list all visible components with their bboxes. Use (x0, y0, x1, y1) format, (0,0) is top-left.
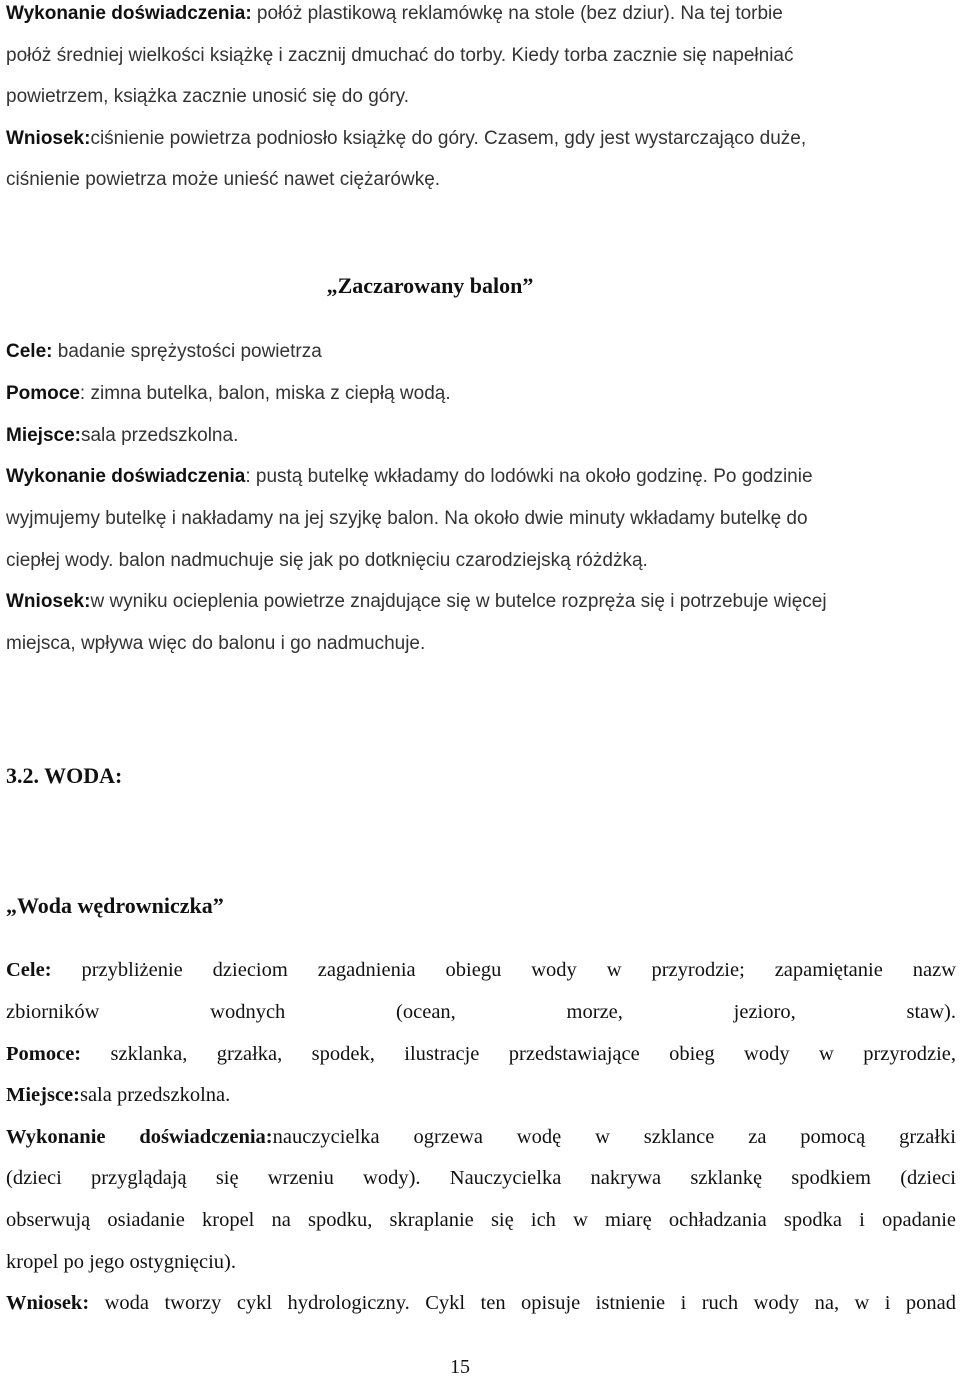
text: : pustą butelkę wkładamy do lodówki na około godzinę. (245, 466, 714, 487)
top-line-1 (6, 2, 783, 26)
text: woda tworzy cykl hydrologiczny. Cykl ten opisuje istnienie i ruch wody na, w i ponad (89, 1292, 956, 1314)
woda-wykonanie-2 (6, 1166, 956, 1190)
woda-wykonanie-4 (6, 1250, 236, 1274)
text: powietrzem, książka zacznie unosić się do góry. (6, 86, 410, 107)
label-wniosek: Wniosek: (6, 1292, 90, 1314)
text: Kiedy torba zacznie się napełniać (511, 45, 794, 66)
text: ciśnienie powietrza podniosło książkę do góry. (90, 128, 485, 149)
balon-pomoce (6, 382, 451, 406)
balon-wykonanie-2 (6, 507, 808, 531)
text: Na tej torbie (680, 3, 783, 24)
balon-cele (6, 340, 322, 364)
label-wykonanie: Wykonanie doświadczenia: (6, 3, 252, 24)
top-line-4 (6, 127, 806, 151)
text: sala przedszkolna. (79, 1084, 231, 1106)
label-wniosek: Wniosek: (6, 591, 91, 612)
label-pomoce: Pomoce: (6, 1043, 82, 1065)
top-line-2 (6, 44, 794, 68)
woda-wykonanie-3 (6, 1208, 956, 1232)
woda-cele-1 (6, 958, 956, 982)
text: ciepłej wody. (6, 550, 119, 571)
page-number: 15 (450, 1356, 470, 1378)
balon-miejsce (6, 424, 238, 448)
text: wyjmujemy butelkę i nakładamy na jej szyjkę balon. (6, 508, 445, 529)
woda-cele-2 (6, 1000, 956, 1024)
label-cele: Cele: (6, 341, 53, 362)
text: połóż średniej wielkości książkę i zacznij dmuchać do torby. (6, 45, 512, 66)
label-pomoce: Pomoce (6, 383, 80, 404)
text: balon nadmuchuje się jak po dotknięciu czarodziejską różdżką. (118, 550, 648, 571)
text: : zimna butelka, balon, miska z ciepłą wodą. (79, 383, 451, 404)
text: w wyniku ocieplenia powietrze znajdujące się w butelce rozpręża się i potrzebuje więcej (90, 591, 827, 612)
text: Po godzinie (713, 466, 813, 487)
label-miejsce: Miejsce: (6, 425, 81, 446)
label-miejsce: Miejsce: (6, 1084, 80, 1106)
top-line-5 (6, 168, 440, 192)
text: zbiorników wodnych (ocean, morze, jezioro, staw). (6, 1001, 956, 1023)
section-heading: 3.2. WODA: (6, 763, 123, 788)
text: połóż plastikową reklamówkę na stole (bez dziur). (251, 3, 681, 24)
balon-wykonanie-1 (6, 465, 813, 489)
label-wykonanie: Wykonanie doświadczenia: (6, 1126, 273, 1148)
text: miejsca, wpływa więc do balonu i go nadmuchuje. (6, 633, 426, 654)
balon-wniosek-2 (6, 632, 425, 656)
balon-title: „Zaczarowany balon” (326, 273, 534, 298)
balon-wykonanie-3 (6, 549, 648, 573)
text: kropel po jego ostygnięciu). (6, 1251, 237, 1273)
woda-title: „Woda wędrowniczka” (6, 893, 224, 918)
text: szklanka, grzałka, spodek, ilustracje przedstawiające obieg wody w przyrodzie, (81, 1043, 956, 1065)
text: (dzieci przyglądają się wrzeniu wody). Nauczycielka nakrywa szklankę spodkiem (dzieci (6, 1167, 956, 1189)
balon-wniosek-1 (6, 590, 827, 614)
text: Na około dwie minuty wkładamy butelkę do (444, 508, 808, 529)
woda-pomoce (6, 1042, 956, 1066)
text: badanie sprężystości powietrza (52, 341, 322, 362)
text: nauczycielka ogrzewa wodę w szklance za pomocą grzałki (272, 1126, 956, 1148)
label-wniosek: Wniosek: (6, 128, 91, 149)
woda-miejsce (6, 1083, 230, 1107)
top-line-3 (6, 85, 409, 109)
text: ciśnienie powietrza może unieść nawet ciężarówkę. (6, 169, 441, 190)
text: przybliżenie dzieciom zagadnienia obiegu wody w przyrodzie; zapamiętanie nazw (51, 959, 956, 981)
woda-wykonanie-1 (6, 1125, 956, 1149)
text: Czasem, gdy jest wystarczająco duże, (484, 128, 807, 149)
text: obserwują osiadanie kropel na spodku, skraplanie się ich w miarę ochładzania spodka i opadanie (6, 1209, 956, 1231)
text: sala przedszkolna. (80, 425, 239, 446)
label-cele: Cele: (6, 959, 52, 981)
woda-wniosek (6, 1291, 956, 1315)
label-wykonanie: Wykonanie doświadczenia (6, 466, 246, 487)
